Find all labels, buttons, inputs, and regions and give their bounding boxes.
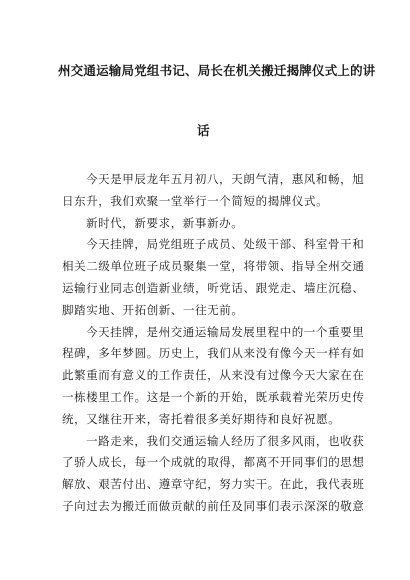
body-line: 一栋楼里工作。这是一个新的开始，既承载着光荣历史传 [62, 389, 365, 404]
body-line: 今天挂牌，局党组班子成员、处级干部、科室骨干和 [86, 237, 365, 252]
body-line: 今天挂牌，是州交通运输局发展里程中的一个重要里 [86, 324, 365, 339]
document-title: 州交通运输局党组书记、局长在机关搬迁揭牌仪式上的讲 [58, 63, 376, 78]
body-line: 程碑，多年梦圆。历史上，我们从来没有像今天一样有如 [62, 346, 365, 361]
body-line: 此繁重而有意义的工作责任，从来没有过像今天大家在在 [62, 368, 365, 383]
body-line: 新时代，新要求，新事新办。 [86, 215, 244, 230]
body-line: 子向过去为搬迁而做贡献的前任及同事们表示深深的敬意 [62, 498, 365, 513]
body-line: 相关二级单位班子成员聚集一堂，将带领、指导全州交通 [62, 259, 365, 274]
body-line: 今天是甲辰龙年五月初八，天朗气清，惠风和畅，旭 [86, 172, 365, 186]
body-line: 了骄人成长，每一个成就的取得，都离不开同事们的思想 [62, 455, 365, 470]
body-line: 统，又继往开来，寄托着很多美好期待和良好祝愿。 [62, 411, 341, 426]
body-line: 解放、艰苦付出、遵章守纪，努力实干。在此，我代表班 [62, 477, 365, 492]
document-title-continued: 话 [197, 123, 210, 138]
body-line: 脚踏实地、开拓创新、一往无前。 [62, 302, 244, 317]
body-line: 运输行业同志创造新业绩，听党话、跟党走、墙庄沉稳、 [62, 280, 365, 295]
body-line: 一路走来，我们交通运输人经历了很多风雨，也收获 [86, 433, 365, 448]
document-body [62, 169, 365, 518]
body-line: 日东升，我们欢聚一堂举行一个简短的揭牌仪式。 [62, 193, 329, 208]
